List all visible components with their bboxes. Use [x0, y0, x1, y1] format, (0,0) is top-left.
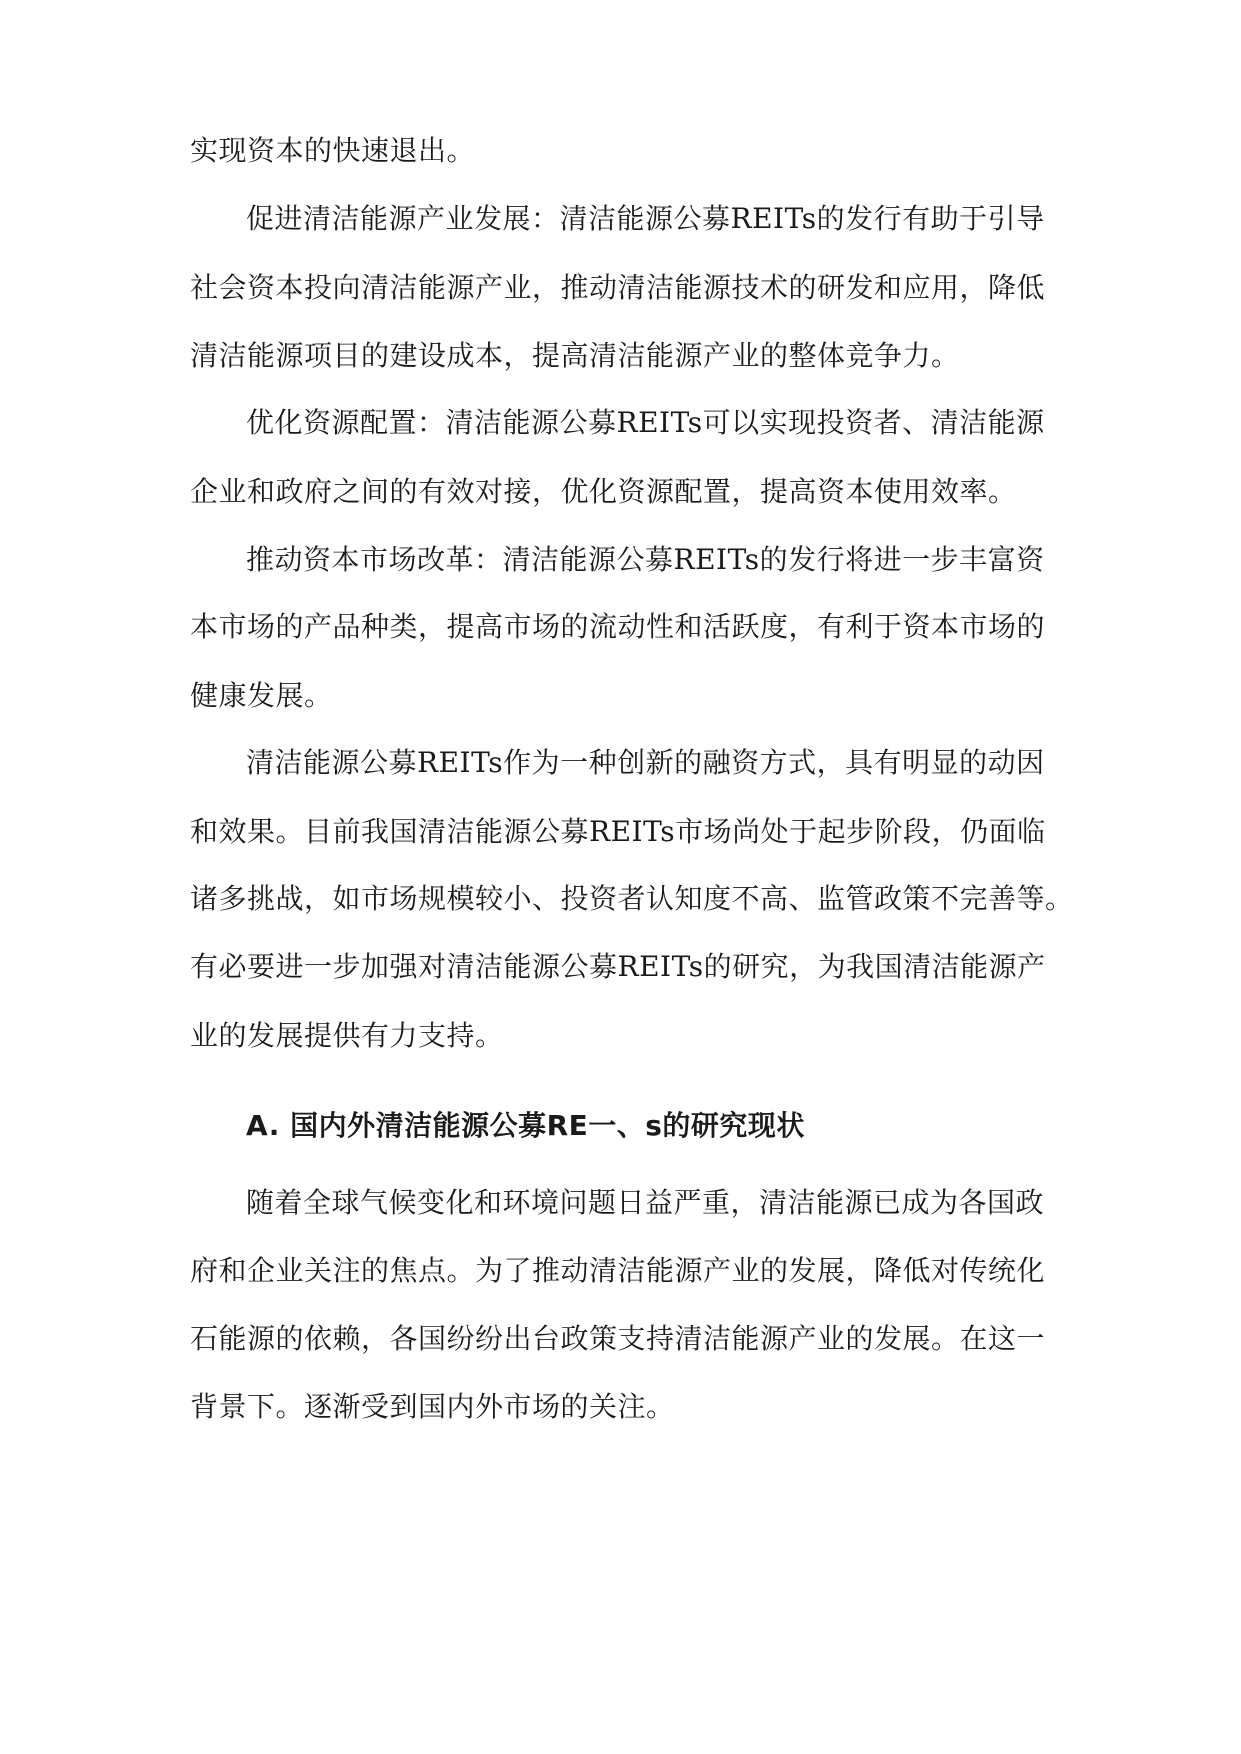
paragraph-line: 府和企业关注的焦点。为了推动清洁能源产业的发展，降低对传统化	[190, 1254, 1046, 1287]
paragraph-line: 有必要进一步加强对清洁能源公募REITs的研究，为我国清洁能源产	[190, 950, 1046, 983]
paragraph-line: 推动资本市场改革：清洁能源公募REITs的发行将进一步丰富资	[246, 543, 1045, 576]
paragraph-line: 社会资本投向清洁能源产业，推动清洁能源技术的研发和应用，降低	[190, 271, 1046, 304]
paragraph-line: 清洁能源项目的建设成本，提高清洁能源产业的整体竞争力。	[190, 339, 960, 372]
paragraph-line: 背景下。逐渐受到国内外市场的关注。	[190, 1390, 675, 1423]
paragraph-line: 石能源的依赖，各国纷纷出台政策支持清洁能源产业的发展。在这一	[190, 1322, 1046, 1355]
paragraph-line: 业的发展提供有力支持。	[190, 1019, 504, 1052]
paragraph-line: 随着全球气候变化和环境问题日益严重，清洁能源已成为各国政	[246, 1186, 1045, 1219]
paragraph-line: 诸多挑战，如市场规模较小、投资者认知度不高、监管政策不完善等。	[190, 882, 1074, 915]
paragraph-line: 实现资本的快速退出。	[190, 134, 476, 167]
paragraph-line: 本市场的产品种类，提高市场的流动性和活跃度，有利于资本市场的	[190, 610, 1046, 643]
paragraph-line: 健康发展。	[190, 679, 333, 712]
paragraph-line: 促进清洁能源产业发展：清洁能源公募REITs的发行有助于引导	[246, 202, 1045, 235]
paragraph-line: 企业和政府之间的有效对接，优化资源配置，提高资本使用效率。	[190, 475, 1017, 508]
section-heading: A. 国内外清洁能源公募RE一、s的研究现状	[246, 1109, 805, 1142]
paragraph-line: 和效果。目前我国清洁能源公募REITs市场尚处于起步阶段，仍面临	[190, 815, 1046, 848]
paragraph-line: 清洁能源公募REITs作为一种创新的融资方式，具有明显的动因	[246, 746, 1045, 779]
paragraph-line: 优化资源配置：清洁能源公募REITs可以实现投资者、清洁能源	[246, 406, 1045, 439]
